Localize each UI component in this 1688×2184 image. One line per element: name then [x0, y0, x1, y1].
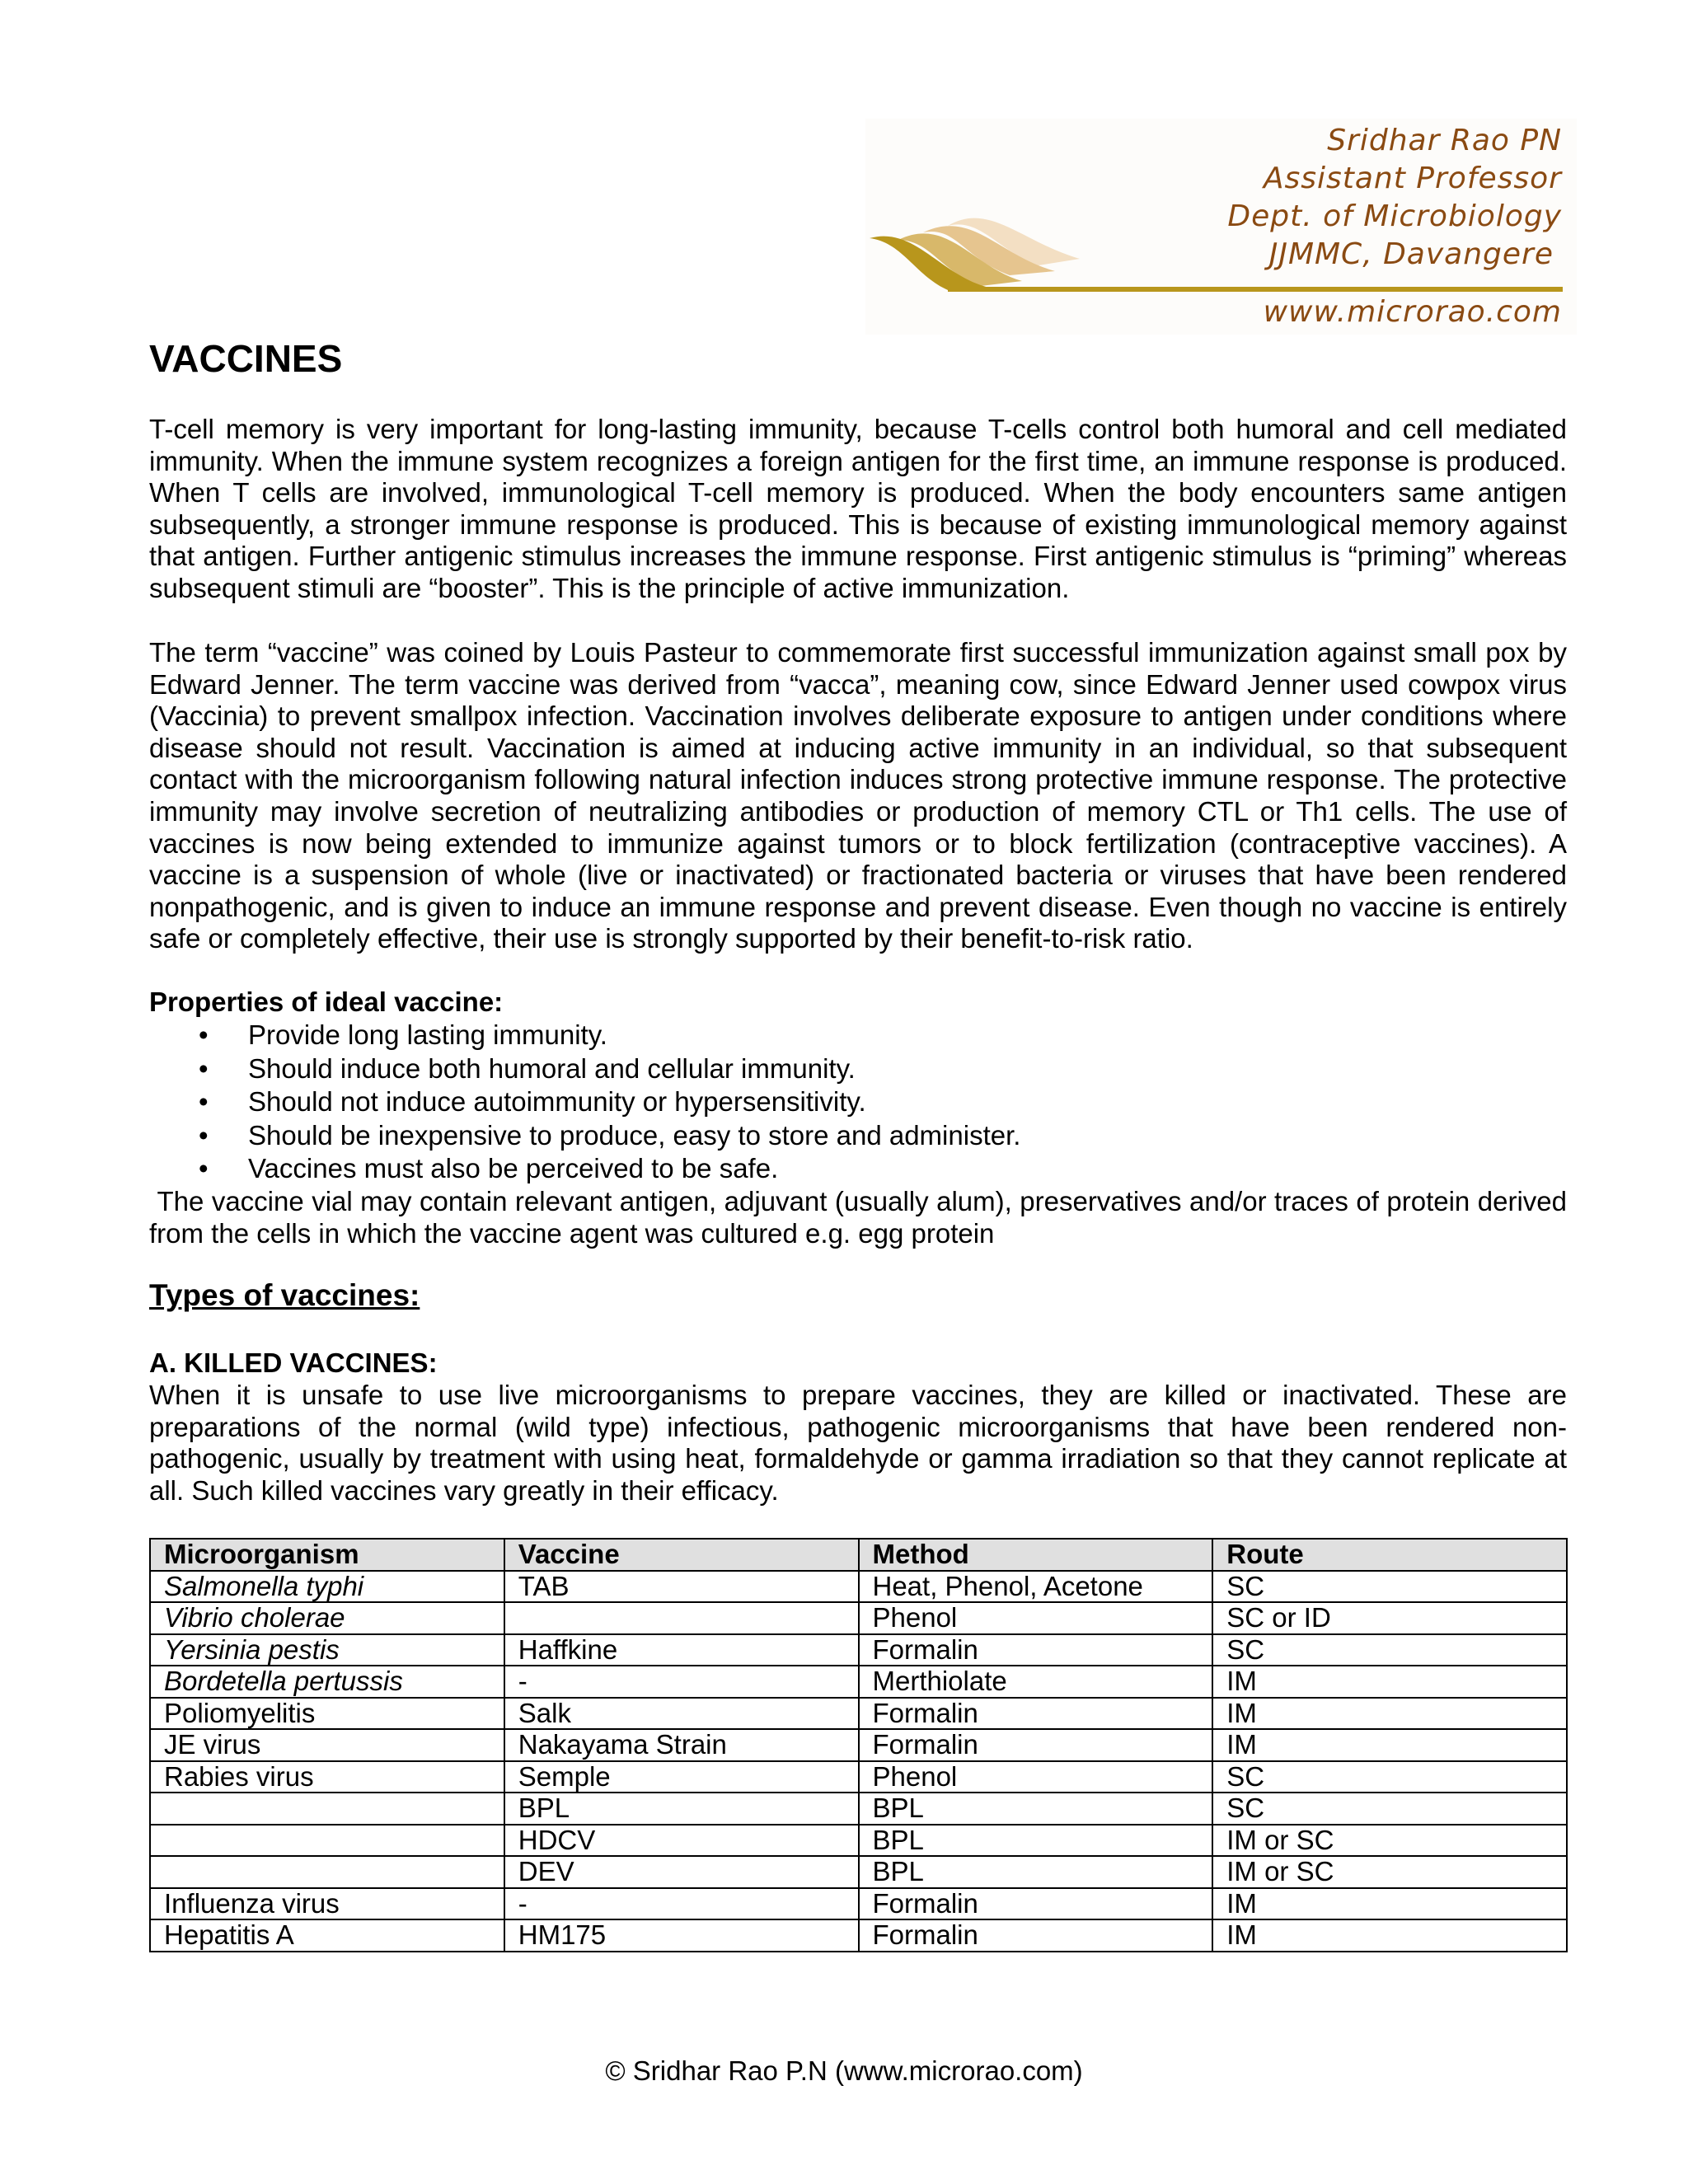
- vial-contents-paragraph: The vaccine vial may contain relevant antigen, adjuvant (usually alum), preservatives and/or traces of protein derived from the cells in which the vaccine agent was cultured e.g. egg protein: [149, 1186, 1575, 1249]
- list-item: • Should induce both humoral and cellular immunity.: [248, 1052, 1020, 1086]
- table-cell: Poliomyelitis: [150, 1698, 504, 1730]
- list-item: • Should not induce autoimmunity or hypersensitivity.: [248, 1085, 1020, 1119]
- table-cell: SC: [1212, 1634, 1567, 1666]
- table-cell: BPL: [859, 1825, 1213, 1857]
- table-cell: HM175: [504, 1919, 859, 1952]
- table-cell: IM or SC: [1212, 1825, 1567, 1857]
- table-row: [150, 1793, 1567, 1825]
- table-cell: Formalin: [859, 1729, 1213, 1761]
- logo-website: www.microrao.com: [1263, 295, 1562, 329]
- table-cell: Formalin: [859, 1888, 1213, 1920]
- table-row: [150, 1825, 1567, 1857]
- column-header: Microorganism: [150, 1539, 504, 1571]
- table-cell: Salmonella typhi: [150, 1571, 504, 1603]
- table-cell: BPL: [859, 1856, 1213, 1888]
- vaccine-term-paragraph: The term “vaccine” was coined by Louis Pasteur to commemorate first successful immunization against small pox by Edward Jenner. The term vaccine was derived from “vacca”, meaning cow, since Edward Jenner used cowpox virus (Vaccinia) to prevent smallpox infection. Vaccination involves deliberate exposure to antigen under conditions where disease should not result. Vaccination is aimed at inducing active immunity in an individual, so that subsequent contact with the microorganism following natural infection induces strong protective immune response. The protective immunity may involve secretion of neutralizing antibodies or production of memory CTL or Th1 cells. The use of vaccines is now being extended to immunize against tumors or to block fertilization (contraceptive vaccines). A vaccine is a suspension of whole (live or inactivated) or fractionated bacteria or viruses that have been rendered nonpathogenic, and is given to induce an immune response and prevent disease. Even though no vaccine is entirely safe or completely effective, their use is strongly supported by their benefit-to-risk ratio.: [149, 637, 1567, 954]
- table-row: [150, 1634, 1567, 1666]
- table-cell: BPL: [504, 1793, 859, 1825]
- column-header: Method: [859, 1539, 1213, 1571]
- table-cell: -: [504, 1888, 859, 1920]
- table-cell: Formalin: [859, 1698, 1213, 1730]
- table-cell: Nakayama Strain: [504, 1729, 859, 1761]
- types-heading: Types of vaccines:: [149, 1278, 420, 1312]
- table-cell: Hepatitis A: [150, 1919, 504, 1952]
- column-header: Vaccine: [504, 1539, 859, 1571]
- table-row: [150, 1888, 1567, 1920]
- table-cell: [150, 1793, 504, 1825]
- table-cell: SC: [1212, 1761, 1567, 1793]
- list-item: • Provide long lasting immunity.: [248, 1019, 1020, 1052]
- author-logo: [865, 119, 1577, 335]
- table-cell: IM: [1212, 1729, 1567, 1761]
- table-cell: Haffkine: [504, 1634, 859, 1666]
- table-row: [150, 1729, 1567, 1761]
- table-cell: Semple: [504, 1761, 859, 1793]
- table-cell: Formalin: [859, 1919, 1213, 1952]
- table-cell: IM: [1212, 1698, 1567, 1730]
- table-cell: -: [504, 1666, 859, 1698]
- table-cell: SC: [1212, 1571, 1567, 1603]
- table-cell: Influenza virus: [150, 1888, 504, 1920]
- table-cell: BPL: [859, 1793, 1213, 1825]
- table-cell: Formalin: [859, 1634, 1213, 1666]
- table-cell: JE virus: [150, 1729, 504, 1761]
- table-cell: TAB: [504, 1571, 859, 1603]
- table-row: [150, 1571, 1567, 1603]
- table-cell: IM: [1212, 1666, 1567, 1698]
- table-cell: Phenol: [859, 1761, 1213, 1793]
- properties-heading: Properties of ideal vaccine:: [149, 987, 504, 1017]
- table-cell: DEV: [504, 1856, 859, 1888]
- killed-vaccines-paragraph: When it is unsafe to use live microorganisms to prepare vaccines, they are killed or inactivated. These are preparations of the normal (wild type) infectious, pathogenic microorganisms that have been rendered non-pathogenic, usually by treatment with using heat, formaldehyde or gamma irradiation so that they cannot replicate at all. Such killed vaccines vary greatly in their efficacy.: [149, 1380, 1567, 1506]
- bullet-icon: •: [199, 1086, 209, 1118]
- logo-institution: JJMMC, Davangere: [1268, 237, 1554, 271]
- table-cell: Heat, Phenol, Acetone: [859, 1571, 1213, 1603]
- logo-department: Dept. of Microbiology: [1227, 199, 1562, 233]
- table-cell: Rabies virus: [150, 1761, 504, 1793]
- table-cell: Phenol: [859, 1602, 1213, 1634]
- table-cell: Yersinia pestis: [150, 1634, 504, 1666]
- bullet-icon: •: [199, 1119, 209, 1151]
- table-cell: IM or SC: [1212, 1856, 1567, 1888]
- table-header-row: [150, 1539, 1567, 1571]
- table-cell: IM: [1212, 1919, 1567, 1952]
- column-header: Route: [1212, 1539, 1567, 1571]
- table-row: [150, 1602, 1567, 1634]
- table-cell: [150, 1856, 504, 1888]
- table-cell: Merthiolate: [859, 1666, 1213, 1698]
- page-title: VACCINES: [149, 337, 343, 380]
- page-footer: © Sridhar Rao P.N (www.microrao.com): [605, 2055, 1083, 2086]
- list-item: • Vaccines must also be perceived to be safe.: [248, 1152, 1020, 1186]
- table-cell: IM: [1212, 1888, 1567, 1920]
- table-row: [150, 1919, 1567, 1952]
- properties-list: [149, 1019, 1020, 1186]
- table-cell: Bordetella pertussis: [150, 1666, 504, 1698]
- table-cell: Salk: [504, 1698, 859, 1730]
- table-cell: SC or ID: [1212, 1602, 1567, 1634]
- bullet-icon: •: [199, 1153, 209, 1184]
- logo-position: Assistant Professor: [1263, 162, 1562, 195]
- table-row: [150, 1666, 1567, 1698]
- bullet-icon: •: [199, 1052, 209, 1084]
- table-row: [150, 1698, 1567, 1730]
- table-cell: [504, 1602, 859, 1634]
- table-cell: SC: [1212, 1793, 1567, 1825]
- intro-paragraph: T-cell memory is very important for long-lasting immunity, because T-cells control both humoral and cell mediated immunity. When the immune system recognizes a foreign antigen for the first time, an immune response is produced. When T cells are involved, immunological T-cell memory is produced. When the body encounters same antigen subsequently, a stronger immune response is produced. This is because of existing immunological memory against that antigen. Further antigenic stimulus increases the immune response. First antigenic stimulus is “priming” whereas subsequent stimuli are “booster”. This is the principle of active immunization.: [149, 414, 1567, 603]
- table-cell: HDCV: [504, 1825, 859, 1857]
- table-cell: Vibrio cholerae: [150, 1602, 504, 1634]
- killed-vaccines-heading: A. KILLED VACCINES:: [149, 1347, 438, 1378]
- logo-name: Sridhar Rao PN: [1327, 124, 1562, 157]
- killed-vaccines-table: [149, 1538, 1568, 1952]
- table-row: [150, 1761, 1567, 1793]
- list-item: • Should be inexpensive to produce, easy to store and administer.: [248, 1119, 1020, 1153]
- table-row: [150, 1856, 1567, 1888]
- bullet-icon: •: [199, 1019, 209, 1050]
- table-cell: [150, 1825, 504, 1857]
